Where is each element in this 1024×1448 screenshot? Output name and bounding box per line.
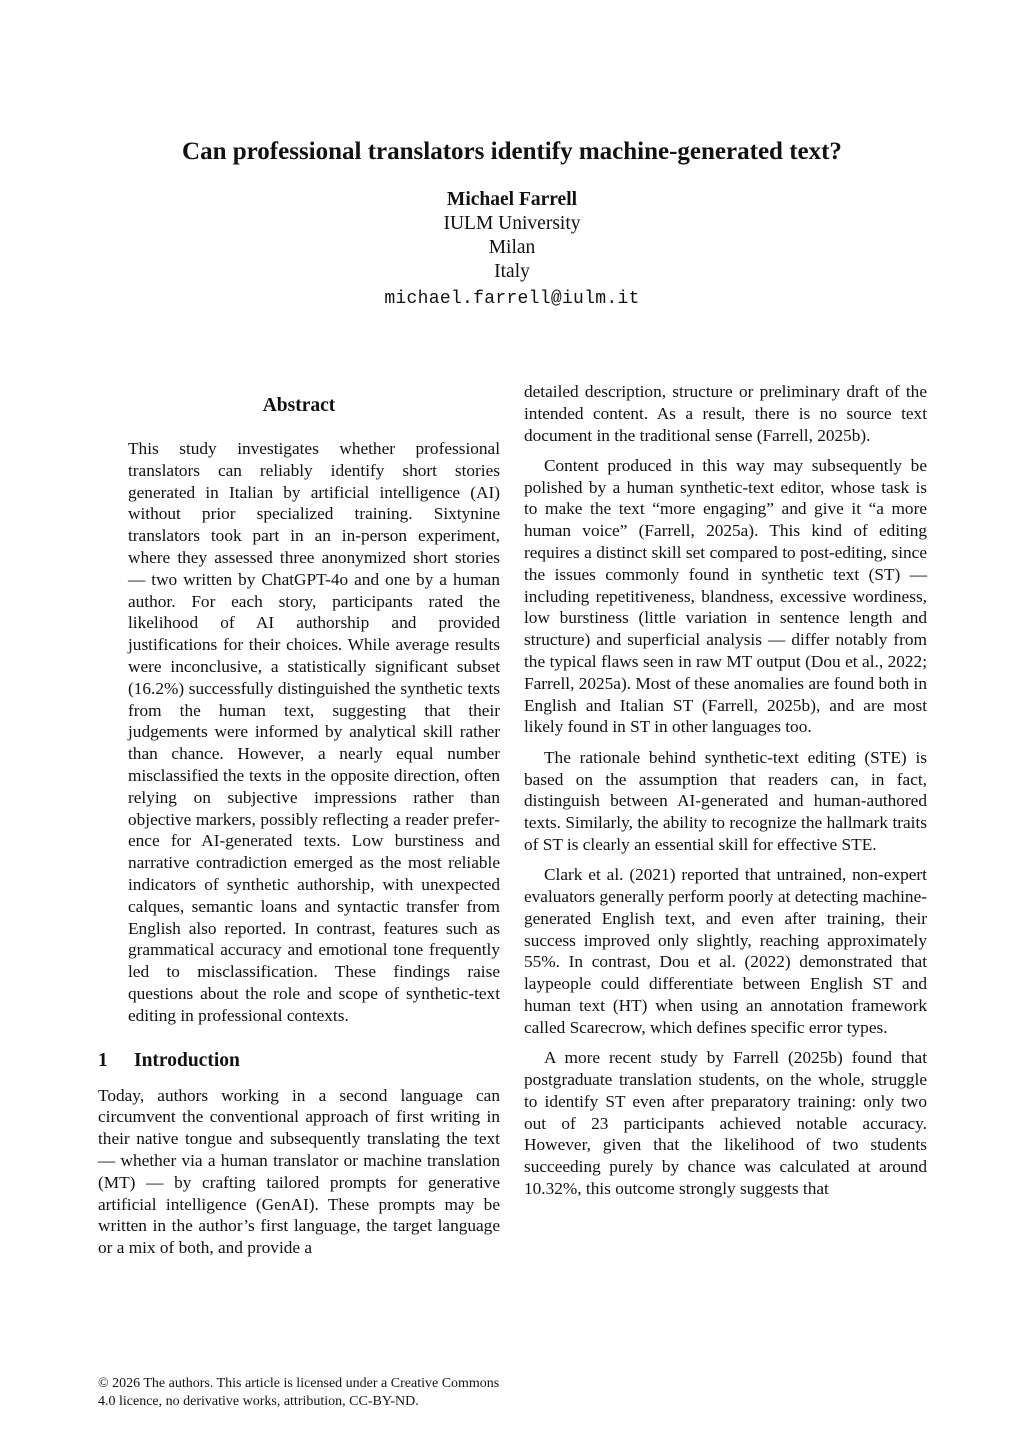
right-column <box>524 381 927 1200</box>
author-city: Milan <box>488 237 536 258</box>
intro-paragraph-1-continued: detailed description, structure or preliminary draft of the intended content. As a result, there is no source text document in the traditional sense (Farrell, 2025b). <box>524 382 927 445</box>
author-block <box>0 188 1024 311</box>
intro-paragraph-2: Content produced in this way may subsequently be polished by a human synthetic-text editor, whose task is to make the text “more engaging” and give it “a more human voice” (Farrell, 2025a). This kind of editing requires a distinct skill set compared to post-editing, since the issues commonly found in synthetic text (ST) — including repetitiveness, blandness, excessive wordiness, low burstiness (little variation in sentence length and structure) and superficial analysis — differ notably from the typical flaws seen in raw MT output (Dou et al., 2022; Farrell, 2025a). Most of these anomalies are found both in English and Italian ST (Farrell, 2025b), and are most likely found in ST in other languages too. <box>524 455 927 737</box>
intro-paragraph-5: A more recent study by Farrell (2025b) found that postgraduate translation students, on the whole, struggle to identify ST even after preparatory training: only two out of 23 participants achieved notable accuracy. However, given that the likelihood of two students succeeding purely by chance was calculated at around 10.32%, this outcome strongly suggests that <box>524 1048 927 1198</box>
left-column <box>98 394 500 1259</box>
section-heading-introduction <box>98 1049 500 1073</box>
license-footnote: © 2026 The authors. This article is licensed under a Creative Commons 4.0 licence, no derivative works, attribution, CC-BY-ND. <box>98 1376 500 1409</box>
author-country: Italy <box>494 261 530 282</box>
section-title: Introduction <box>134 1049 240 1071</box>
paper-title: Can professional translators identify machine-generated text? <box>182 138 842 165</box>
section-number: 1 <box>98 1049 108 1071</box>
intro-paragraph-1: Today, authors working in a second language can circumvent the conventional approach of first writing in their native tongue and subsequently translating the text — whether via a human translator or machine translation (MT) — by crafting tailored prompts for generative artificial intelligence (GenAI). These prompts may be written in the author’s first language, the target language or a mix of both, and provide a <box>98 1085 500 1258</box>
intro-paragraph-3: The rationale behind synthetic-text editing (STE) is based on the assumption that readers can, in fact, distinguish between AI-generated and human-authored texts. Similarly, the ability to recognize the hallmark traits of ST is clearly an essential skill for effective STE. <box>524 747 927 854</box>
author-name: Michael Farrell <box>446 189 578 210</box>
abstract-heading: Abstract <box>262 395 336 416</box>
intro-paragraph-4: Clark et al. (2021) reported that untrained, non-expert evaluators generally perform poorly at detecting machine-generated English text, and even after training, their success improved only slightly, reaching approximately 55%. In contrast, Dou et al. (2022) demonstrated that laypeople could differentiate between English ST and human text (HT) when using an annotation framework called Scarecrow, which defines specific error types. <box>524 865 927 1037</box>
author-email[interactable]: michael.farrell@iulm.it <box>384 289 640 309</box>
author-affiliation: IULM University <box>443 213 581 234</box>
abstract-text: This study investigates whether professional translators can reliably identify short stories generated in Italian by artificial intelligence (AI) without prior specialized training. Sixtynine translators took part in an in-person experiment, where they assessed three anonymized short stories — two written by ChatGPT-4o and one by a human author. For each story, participants rated the likelihood of AI authorship and provided justifications for their choices. While average results were inconclusive, a statistically significant subset (16.2%) successfully distinguished the synthetic texts from the human text, suggesting that their judgements were informed by analytical skill rather than chance. However, a nearly equal number misclassified the texts in the opposite direction, often relying on subjective impressions rather than objective markers, possibly reflecting a reader preference for AI-generated texts. Low burstiness and narrative contradiction emerged as the most reliable indicators of synthetic authorship, with unexpected calques, semantic loans and syntactic transfer from English also reported. In contrast, features such as grammatical accuracy and emotional tone frequently led to misclassification. These findings raise questions about the role and scope of synthetic-text editing in professional contexts. <box>128 439 500 1025</box>
